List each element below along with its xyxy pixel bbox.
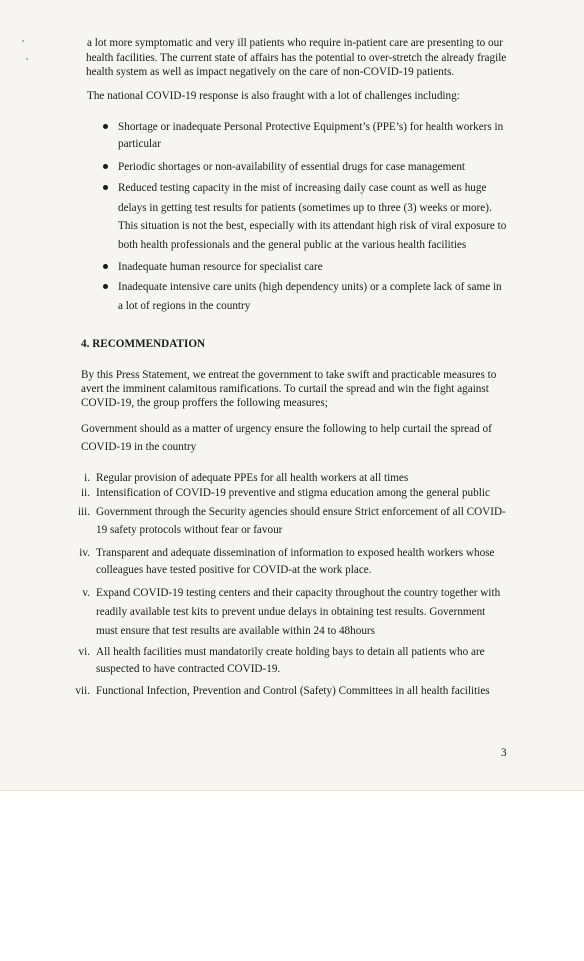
measure-line: colleagues have tested positive for COVID-at the work place. bbox=[96, 564, 372, 576]
bullet-line: delays in getting test results for patients (sometimes up to three (3) weeks or more). bbox=[118, 202, 492, 214]
bullet-line: Inadequate intensive care units (high dependency units) or a complete lack of same in bbox=[118, 281, 502, 293]
intro-line: health system as well as impact negatively on the care of non-COVID-19 patients. bbox=[86, 66, 455, 78]
bullet-line: Reduced testing capacity in the mist of increasing daily case count as well as huge bbox=[118, 182, 487, 194]
section-heading: 4. RECOMMENDATION bbox=[81, 338, 206, 350]
scan-speck bbox=[26, 58, 28, 60]
gov-line: COVID-19 in the country bbox=[81, 441, 197, 453]
blank-area bbox=[0, 791, 584, 961]
bullet-line: Inadequate human resource for specialist care bbox=[118, 261, 323, 273]
bullet-line: particular bbox=[118, 138, 161, 150]
measure-line: Functional Infection, Prevention and Control (Safety) Committees in all health facilities bbox=[96, 685, 490, 697]
page-number: 3 bbox=[501, 747, 507, 759]
measure-number: i. bbox=[84, 472, 90, 484]
measure-number: iii. bbox=[77, 506, 90, 518]
measure-line: Transparent and adequate dissemination of information to exposed health workers whose bbox=[96, 547, 495, 559]
press-line: By this Press Statement, we entreat the government to take swift and practicable measures to bbox=[81, 369, 497, 381]
measure-line: Government through the Security agencies should ensure Strict enforcement of all COVID- bbox=[96, 506, 506, 518]
gov-line: Government should as a matter of urgency ensure the following to help curtail the spread of bbox=[81, 423, 492, 435]
measure-line: Regular provision of adequate PPEs for all health workers at all times bbox=[96, 472, 409, 484]
measure-line: 19 safety protocols without fear or favour bbox=[96, 524, 283, 536]
press-line: avert the imminent calamitous ramifications. To curtail the spread and win the fight against bbox=[81, 383, 489, 395]
challenges-intro: The national COVID-19 response is also fraught with a lot of challenges including: bbox=[87, 90, 460, 102]
measure-number: v. bbox=[82, 587, 90, 599]
bullet-line: Shortage or inadequate Personal Protective Equipment’s (PPE’s) for health workers in bbox=[118, 121, 504, 133]
intro-line: health facilities. The current state of affairs has the potential to over-stretch the already fragile bbox=[86, 52, 507, 64]
bullet-icon bbox=[103, 164, 108, 169]
measure-line: must ensure that test results are available within 24 to 48hours bbox=[96, 625, 376, 637]
measure-number: vi. bbox=[78, 646, 90, 658]
scan-speck bbox=[22, 40, 24, 42]
bullet-line: This situation is not the best, especially with its attendant high risk of viral exposure to bbox=[118, 220, 507, 232]
measure-line: Intensification of COVID-19 preventive and stigma education among the general public bbox=[96, 487, 490, 499]
measure-line: Expand COVID-19 testing centers and their capacity throughout the country together with bbox=[96, 587, 501, 599]
bullet-line: both health professionals and the general public at the various health facilities bbox=[118, 239, 467, 251]
bullet-line: a lot of regions in the country bbox=[118, 300, 251, 312]
press-line: COVID-19, the group proffers the following measures; bbox=[81, 397, 328, 409]
bullet-icon bbox=[103, 264, 108, 269]
measure-number: vii. bbox=[75, 685, 90, 697]
measure-line: All health facilities must mandatorily create holding bays to detain all patients who are bbox=[96, 646, 485, 658]
bullet-icon bbox=[103, 185, 108, 190]
measure-number: iv. bbox=[79, 547, 90, 559]
bullet-icon bbox=[103, 284, 108, 289]
measure-number: ii. bbox=[80, 487, 90, 499]
bullet-icon bbox=[103, 124, 108, 129]
intro-line: a lot more symptomatic and very ill patients who require in-patient care are presenting to our bbox=[87, 37, 503, 49]
measure-line: suspected to have contracted COVID-19. bbox=[96, 663, 281, 675]
measure-line: readily available test kits to prevent undue delays in obtaining test results. Government bbox=[96, 606, 486, 618]
bullet-line: Periodic shortages or non-availability of essential drugs for case management bbox=[118, 161, 466, 173]
